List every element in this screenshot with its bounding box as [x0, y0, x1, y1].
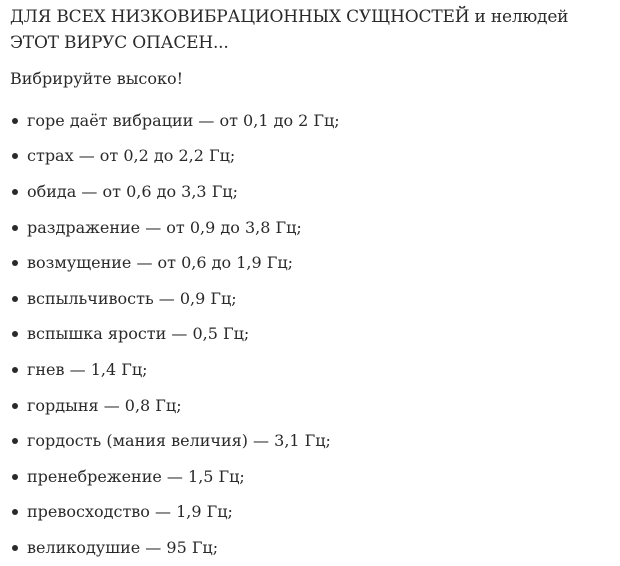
bullet-icon: [12, 367, 18, 373]
list-item: [10, 174, 610, 210]
bullet-icon: [12, 545, 18, 551]
list-item: [10, 103, 610, 139]
bullet-icon: [12, 438, 18, 444]
list-item: [10, 388, 610, 424]
frequency-list: [10, 103, 610, 566]
bullet-icon: [12, 331, 18, 337]
list-item: [10, 281, 610, 317]
list-item: [10, 495, 610, 531]
list-item-text: великодушие — 95 Гц;: [27, 537, 219, 557]
list-item-text: возмущение — от 0,6 до 1,9 Гц;: [27, 253, 294, 273]
list-item-text: превосходство — 1,9 Гц;: [27, 502, 233, 522]
list-item-text: гнев — 1,4 Гц;: [27, 359, 148, 379]
bullet-icon: [12, 260, 18, 266]
article-headline: ДЛЯ ВСЕХ НИЗКОВИБРАЦИОННЫХ СУЩНОСТЕЙ и нелюдей ЭТОТ ВИРУС ОПАСЕН...: [10, 7, 569, 53]
list-item: [10, 459, 610, 495]
list-item: [10, 245, 610, 281]
list-item-text: вспыльчивость — 0,9 Гц;: [27, 288, 237, 308]
list-item-text: обида — от 0,6 до 3,3 Гц;: [27, 181, 238, 201]
list-item-text: горе даёт вибрации — от 0,1 до 2 Гц;: [27, 110, 340, 130]
list-item-text: пренебрежение — 1,5 Гц;: [27, 466, 245, 486]
list-item: [10, 317, 610, 353]
bullet-icon: [12, 118, 18, 124]
bullet-icon: [12, 509, 18, 515]
bullet-icon: [12, 474, 18, 480]
list-item: [10, 352, 610, 388]
list-item-text: гордыня — 0,8 Гц;: [27, 395, 182, 415]
list-item-text: вспышка ярости — 0,5 Гц;: [27, 324, 250, 344]
list-item-text: страх — от 0,2 до 2,2 Гц;: [27, 146, 236, 166]
list-item: [10, 210, 610, 246]
bullet-icon: [12, 153, 18, 159]
bullet-icon: [12, 189, 18, 195]
list-item: [10, 423, 610, 459]
list-item-text: гордость (мания величия) — 3,1 Гц;: [27, 431, 331, 451]
bullet-icon: [12, 296, 18, 302]
list-item-text: раздражение — от 0,9 до 3,8 Гц;: [27, 217, 302, 237]
article-subline: Вибрируйте высоко!: [10, 69, 184, 88]
list-item: [10, 530, 610, 566]
bullet-icon: [12, 403, 18, 409]
list-item: [10, 139, 610, 175]
bullet-icon: [12, 225, 18, 231]
